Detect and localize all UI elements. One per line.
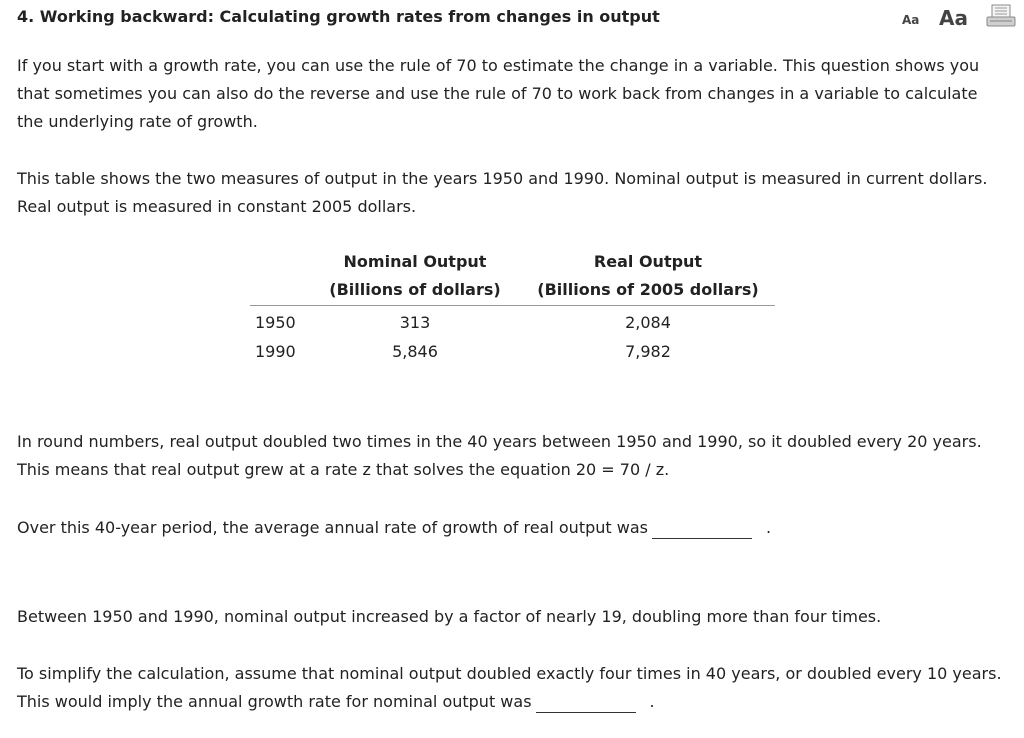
real-header-title: Real Output [593,252,703,271]
nominal-output-cell: 5,846 [392,342,438,361]
table-intro-paragraph: This table shows the two measures of output in the years 1950 and 1990. Nominal output is measured in current dollars. Real output is measured in constant 2005 dollars. [17,169,988,216]
nominal-growth-question [17,660,1007,716]
year-cell: 1950 [255,313,296,332]
nominal-growth-question-text: To simplify the calculation, assume that nominal output doubled exactly four times in 40 years, or doubled every 10 years. This would imply the annual growth rate for nominal output was [17,664,1002,711]
real-growth-answer-dropdown[interactable] [652,518,752,539]
nominal-growth-answer-dropdown[interactable] [536,692,636,713]
increase-text-size-button[interactable]: Aa [939,6,968,30]
text-size-controls [902,4,1022,30]
table-row [250,337,775,366]
decrease-text-size-button[interactable]: Aa [902,13,920,27]
sentence-period: . [649,692,655,711]
real-output-header [528,248,768,304]
real-header-unit: (Billions of 2005 dollars) [537,280,759,299]
real-output-cell: 7,982 [625,342,671,361]
table-row [250,308,775,337]
intro-paragraph: If you start with a growth rate, you can use the rule of 70 to estimate the change in a variable. This question shows you that sometimes you can also do the reverse and use the rule of 70 to work back from changes in a variable to calculate the underlying rate of growth. [17,56,980,131]
nominal-header-title: Nominal Output [343,252,487,271]
nominal-output-statement: Between 1950 and 1990, nominal output increased by a factor of nearly 19, doubling more than four times. [17,607,882,626]
real-output-explanation: In round numbers, real output doubled two times in the 40 years between 1950 and 1990, so it doubled every 20 years. This means that real output grew at a rate z that solves the equation 20 = 70 / z. [17,432,982,479]
sentence-period: . [765,518,772,537]
question-title: 4. Working backward: Calculating growth rates from changes in output [17,7,660,26]
print-icon[interactable] [986,4,1016,32]
real-growth-question [17,514,1007,542]
year-cell: 1990 [255,342,296,361]
table-header-divider [250,305,775,306]
real-growth-question-text: Over this 40-year period, the average annual rate of growth of real output was [17,518,648,537]
nominal-header-unit: (Billions of dollars) [329,280,501,299]
nominal-output-cell: 313 [399,313,431,332]
nominal-output-header [320,248,510,304]
real-output-cell: 2,084 [625,313,671,332]
